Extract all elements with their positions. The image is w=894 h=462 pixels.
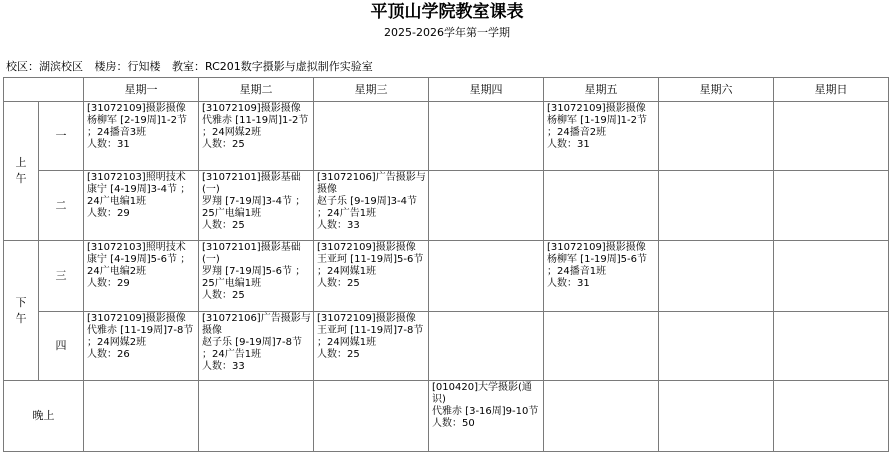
empty-cell <box>544 312 659 381</box>
course-student-count: 人数：31 <box>547 278 590 289</box>
course-cell <box>199 312 314 381</box>
period-label: 四 <box>39 312 84 381</box>
course-teacher-schedule: 王亚珂 [11-19周]7-8节 ；24网媒1班 <box>317 325 424 348</box>
course-student-count: 人数：25 <box>202 220 245 231</box>
course-cell <box>84 102 199 171</box>
course-name: [31072109]摄影摄像 <box>87 103 186 114</box>
course-name: [31072106]广告摄影与摄像 <box>317 172 426 195</box>
course-teacher-schedule: 赵子乐 [9-19周]3-4节 ；24广告1班 <box>317 196 418 219</box>
course-teacher-schedule: 罗翔 [7-19周]3-4节 ；25广电编1班 <box>202 196 306 219</box>
half-evening: 晚上 <box>4 381 84 452</box>
course-name: [31072109]摄影摄像 <box>547 103 646 114</box>
course-cell <box>544 241 659 312</box>
day-header-tue: 星期二 <box>199 78 314 102</box>
empty-cell <box>544 381 659 452</box>
empty-cell <box>429 102 544 171</box>
empty-cell <box>774 241 889 312</box>
course-student-count: 人数：25 <box>317 349 360 360</box>
course-student-count: 人数：25 <box>202 290 245 301</box>
course-cell <box>314 312 429 381</box>
page-title: 平顶山学院教室课表 <box>370 2 524 22</box>
empty-cell <box>659 381 774 452</box>
timetable <box>3 77 889 452</box>
course-teacher-schedule: 杨柳军 [1-19周]1-2节 ；24播音2班 <box>547 115 648 138</box>
period-row-2 <box>4 171 889 241</box>
half-afternoon <box>4 241 39 381</box>
course-teacher-schedule: 罗翔 [7-19周]5-6节 ；25广电编1班 <box>202 266 306 289</box>
course-student-count: 人数：33 <box>317 220 360 231</box>
course-student-count: 人数：33 <box>202 361 245 372</box>
course-name: [31072103]照明技术 <box>87 172 186 183</box>
empty-cell <box>314 102 429 171</box>
course-cell <box>199 171 314 241</box>
course-name: [010420]大学摄影(通识) <box>432 382 532 405</box>
course-name: [31072109]摄影摄像 <box>87 313 186 324</box>
period-label: 二 <box>39 171 84 241</box>
empty-cell <box>774 102 889 171</box>
course-cell <box>199 102 314 171</box>
course-teacher-schedule: 代雅赤 [11-19周]7-8节 ；24网媒2班 <box>87 325 194 348</box>
course-teacher-schedule: 杨柳军 [2-19周]1-2节 ；24播音3班 <box>87 115 188 138</box>
course-name: [31072109]摄影摄像 <box>202 103 301 114</box>
empty-cell <box>774 381 889 452</box>
course-teacher-schedule: 代雅赤 [11-19周]1-2节 ；24网媒2班 <box>202 115 309 138</box>
empty-cell <box>659 102 774 171</box>
empty-cell <box>659 312 774 381</box>
period-label: 三 <box>39 241 84 312</box>
half-morning-label: 上午 <box>15 156 27 185</box>
course-student-count: 人数：29 <box>87 208 130 219</box>
corner-cell <box>4 78 84 102</box>
course-name: [31072109]摄影摄像 <box>317 242 416 253</box>
course-student-count: 人数：29 <box>87 278 130 289</box>
empty-cell <box>84 381 199 452</box>
course-name: [31072109]摄影摄像 <box>317 313 416 324</box>
course-student-count: 人数：31 <box>87 139 130 150</box>
course-cell <box>84 241 199 312</box>
empty-cell <box>314 381 429 452</box>
course-student-count: 人数：26 <box>87 349 130 360</box>
course-cell <box>314 171 429 241</box>
half-afternoon-label: 下午 <box>15 295 27 325</box>
course-teacher-schedule: 代雅赤 [3-16周]9-10节 <box>432 406 539 417</box>
semester-subtitle: 2025-2026学年第一学期 <box>384 26 510 39</box>
course-student-count: 人数：25 <box>317 278 360 289</box>
day-header-fri: 星期五 <box>544 78 659 102</box>
empty-cell <box>544 171 659 241</box>
course-student-count: 人数：50 <box>432 418 475 429</box>
campus-label: 校区：湖滨校区 <box>6 60 83 73</box>
empty-cell <box>774 312 889 381</box>
course-student-count: 人数：31 <box>547 139 590 150</box>
course-student-count: 人数：25 <box>202 139 245 150</box>
room-label: 教室：RC201数字摄影与虚拟制作实验室 <box>172 60 373 73</box>
course-name: [31072106]广告摄影与摄像 <box>202 313 311 336</box>
course-teacher-schedule: 康宁 [4-19周]3-4节 ；24广电编1班 <box>87 184 191 207</box>
course-cell <box>314 241 429 312</box>
course-teacher-schedule: 赵子乐 [9-19周]7-8节 ；24广告1班 <box>202 337 303 360</box>
evening-row <box>4 381 889 452</box>
empty-cell <box>659 171 774 241</box>
day-header-mon: 星期一 <box>84 78 199 102</box>
day-header-thu: 星期四 <box>429 78 544 102</box>
day-header-sun: 星期日 <box>774 78 889 102</box>
course-cell <box>84 171 199 241</box>
course-cell <box>544 102 659 171</box>
empty-cell <box>199 381 314 452</box>
period-row-4 <box>4 312 889 381</box>
period-row-1 <box>4 102 889 171</box>
empty-cell <box>659 241 774 312</box>
day-header-wed: 星期三 <box>314 78 429 102</box>
empty-cell <box>429 312 544 381</box>
course-cell <box>199 241 314 312</box>
empty-cell <box>429 241 544 312</box>
course-teacher-schedule: 王亚珂 [11-19周]5-6节 ；24网媒1班 <box>317 254 424 277</box>
course-name: [31072101]摄影基础(一) <box>202 242 301 265</box>
course-name: [31072103]照明技术 <box>87 242 186 253</box>
period-row-3 <box>4 241 889 312</box>
empty-cell <box>774 171 889 241</box>
header-row <box>4 78 889 102</box>
period-label: 一 <box>39 102 84 171</box>
day-header-sat: 星期六 <box>659 78 774 102</box>
course-teacher-schedule: 杨柳军 [1-19周]5-6节 ；24播音1班 <box>547 254 648 277</box>
course-name: [31072101]摄影基础(一) <box>202 172 301 195</box>
half-morning <box>4 102 39 241</box>
course-name: [31072109]摄影摄像 <box>547 242 646 253</box>
empty-cell <box>429 171 544 241</box>
room-info <box>6 60 381 74</box>
building-label: 楼房：行知楼 <box>94 60 161 73</box>
course-cell <box>429 381 544 452</box>
course-teacher-schedule: 康宁 [4-19周]5-6节 ；24广电编2班 <box>87 254 191 277</box>
course-cell <box>84 312 199 381</box>
